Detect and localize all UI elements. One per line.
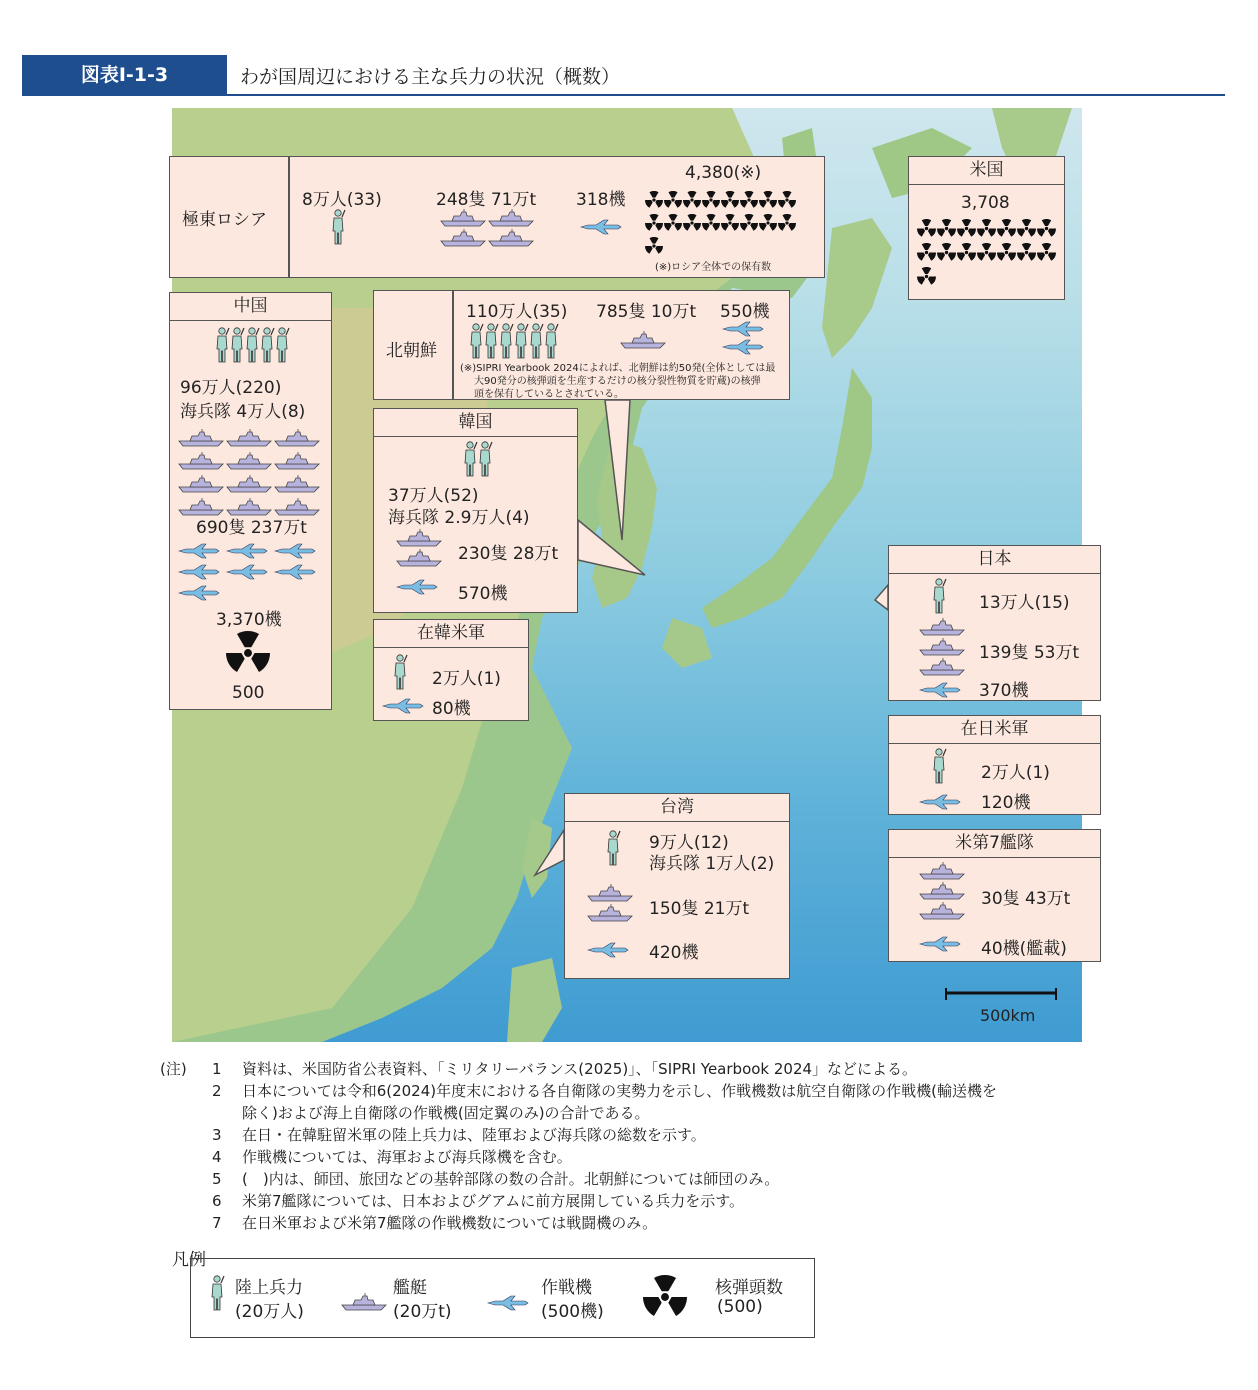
note-text: 在日・在韓駐留米軍の陸上兵力は、陸軍および海兵隊の総数を示す。 — [242, 1126, 706, 1144]
note-num: 5 — [212, 1170, 222, 1188]
russia-army: 8万人(33) — [302, 190, 382, 210]
taiwan-army: 9万人(12) — [649, 833, 729, 853]
north-korea-army: 110万人(35) — [466, 302, 568, 322]
plane-icon — [382, 698, 424, 719]
legend-air-unit: (500機) — [541, 1302, 604, 1322]
north-korea-note-1: (※)SIPRI Yearbook 2024によれば、北朝鮮は約50発(全体としては最 — [460, 363, 776, 374]
nuke-icon — [643, 1275, 687, 1323]
ship-icon — [620, 331, 666, 354]
legend-army-unit: (20万人) — [235, 1302, 304, 1322]
japan-air: 370機 — [979, 681, 1029, 701]
russia-nukes: 4,380(※) — [685, 163, 762, 183]
figure-title: わが国周辺における主な兵力の状況（概数） — [240, 66, 621, 88]
china-air: 3,370機 — [216, 610, 282, 630]
note-text: 米第7艦隊については、日本およびグアムに前方展開している兵力を示す。 — [242, 1192, 744, 1210]
north-korea-note-2: 大90発分の核弾頭を生産するだけの核分裂性物質を貯蔵)の核弾 — [474, 376, 761, 387]
legend-air: 作戦機 — [541, 1278, 592, 1298]
note-text: ( )内は、師団、旅団などの基幹部隊の数の合計。北朝鮮については師団のみ。 — [242, 1170, 780, 1188]
russia-navy: 248隻 71万t — [436, 190, 537, 210]
china-name: 中国 — [170, 293, 331, 321]
north-korea-air: 550機 — [720, 302, 770, 322]
usfj-box — [888, 715, 1101, 815]
russia-nukes-note: (※)ロシア全体での保有数 — [655, 262, 772, 273]
china-navy: 690隻 237万t — [196, 518, 307, 538]
soldier-icon — [332, 209, 346, 250]
seventh-fleet-navy: 30隻 43万t — [981, 889, 1071, 909]
scale-label: 500km — [980, 1006, 1036, 1025]
usfj-name: 在日米軍 — [889, 716, 1100, 744]
note-num: 2 — [212, 1082, 222, 1100]
soldier-icon-group — [470, 323, 560, 364]
usfk-air: 80機 — [432, 699, 471, 719]
china-nukes: 500 — [232, 683, 265, 703]
legend-title: 凡例 — [172, 1250, 206, 1270]
ship-icon — [440, 229, 486, 252]
usfj-air: 120機 — [981, 793, 1031, 813]
soldier-icon — [933, 748, 947, 789]
plane-icon — [396, 579, 438, 600]
note-text: 日本については令和6(2024)年度末における各自衛隊の実勢力を示し、作戦機数は航空自衛隊の作戦機(輸送機を — [242, 1082, 997, 1100]
note-num: 7 — [212, 1214, 222, 1232]
note-text: 作戦機については、海軍および海兵隊機を含む。 — [242, 1148, 572, 1166]
south-korea-marines: 海兵隊 2.9万人(4) — [388, 508, 530, 528]
taiwan-navy: 150隻 21万t — [649, 899, 750, 919]
seventh-fleet-box — [888, 829, 1101, 962]
south-korea-army: 37万人(52) — [388, 486, 479, 506]
legend-navy: 艦艇 — [393, 1278, 427, 1298]
note-num: 1 — [212, 1060, 222, 1078]
japan-name: 日本 — [889, 546, 1100, 574]
north-korea-name: 北朝鮮 — [386, 341, 437, 361]
usa-name: 米国 — [909, 157, 1064, 185]
note-text: 在日米軍および米第7艦隊の作戦機数については戦闘機のみ。 — [242, 1214, 658, 1232]
plane-icon — [487, 1295, 529, 1315]
usa-box — [908, 156, 1065, 300]
note-num: 3 — [212, 1126, 222, 1144]
legend — [190, 1258, 815, 1338]
usa-nukes: 3,708 — [961, 193, 1010, 213]
south-korea-name: 韓国 — [374, 409, 577, 437]
plane-icon — [919, 682, 961, 703]
soldier-icon — [394, 654, 408, 695]
note-num: 4 — [212, 1148, 222, 1166]
usfk-name: 在韓米軍 — [374, 620, 528, 648]
soldier-icon — [607, 830, 621, 871]
russia-air: 318機 — [576, 190, 626, 210]
soldier-icon-group — [216, 327, 291, 368]
japan-navy: 139隻 53万t — [979, 643, 1080, 663]
soldier-icon — [933, 578, 947, 619]
seventh-fleet-name: 米第7艦隊 — [889, 830, 1100, 858]
plane-icon — [722, 339, 764, 360]
north-korea-navy: 785隻 10万t — [596, 302, 697, 322]
ship-icon — [919, 658, 965, 681]
taiwan-air: 420機 — [649, 943, 699, 963]
china-marines: 海兵隊 4万人(8) — [180, 402, 306, 422]
usfj-army: 2万人(1) — [981, 763, 1050, 783]
note-text: 資料は、米国防省公表資料、「ミリタリーバランス(2025)」、「SIPRI Yearbook 2024」などによる。 — [242, 1060, 918, 1078]
south-korea-box — [373, 408, 578, 613]
russia-box — [169, 156, 825, 278]
ship-icon — [396, 549, 442, 572]
plane-icon — [919, 936, 961, 957]
figure-number-tab: 図表Ⅰ-1-3 — [22, 55, 227, 95]
usfk-army: 2万人(1) — [432, 669, 501, 689]
nuke-icon-group — [917, 219, 1062, 291]
ship-icon — [341, 1293, 387, 1315]
usfk-box — [373, 619, 529, 721]
nuke-icon — [226, 631, 270, 680]
plane-icon — [580, 219, 622, 240]
north-korea-box — [373, 290, 790, 400]
japan-army: 13万人(15) — [979, 593, 1070, 613]
soldier-icon-group — [464, 441, 494, 482]
plane-icon-group — [178, 543, 328, 606]
notes-label: (注) — [160, 1060, 187, 1078]
plane-icon — [587, 942, 629, 963]
ship-icon — [488, 229, 534, 252]
nuke-icon-group — [645, 191, 815, 260]
japan-box — [888, 545, 1101, 701]
note-num: 6 — [212, 1192, 222, 1210]
south-korea-navy: 230隻 28万t — [458, 544, 559, 564]
taiwan-marines: 海兵隊 1万人(2) — [649, 854, 775, 874]
north-korea-note-3: 頭を保有しているとされている。 — [474, 389, 624, 400]
ship-icon — [587, 904, 633, 927]
south-korea-air: 570機 — [458, 584, 508, 604]
soldier-icon — [211, 1275, 225, 1315]
taiwan-name: 台湾 — [565, 794, 789, 822]
russia-name: 極東ロシア — [182, 210, 267, 230]
ship-icon-group — [178, 429, 328, 521]
ship-icon — [919, 902, 965, 925]
note-text: 除く)および海上自衛隊の作戦機(固定翼のみ)の合計である。 — [242, 1104, 650, 1122]
china-box — [169, 292, 332, 710]
seventh-fleet-air: 40機(艦載) — [981, 939, 1067, 959]
legend-nuke: 核弾頭数 — [715, 1278, 783, 1298]
taiwan-box — [564, 793, 790, 979]
legend-nuke-unit: (500) — [717, 1297, 763, 1317]
plane-icon — [919, 794, 961, 815]
legend-navy-unit: (20万t) — [393, 1302, 452, 1322]
china-army: 96万人(220) — [180, 378, 282, 398]
legend-army: 陸上兵力 — [235, 1278, 303, 1298]
